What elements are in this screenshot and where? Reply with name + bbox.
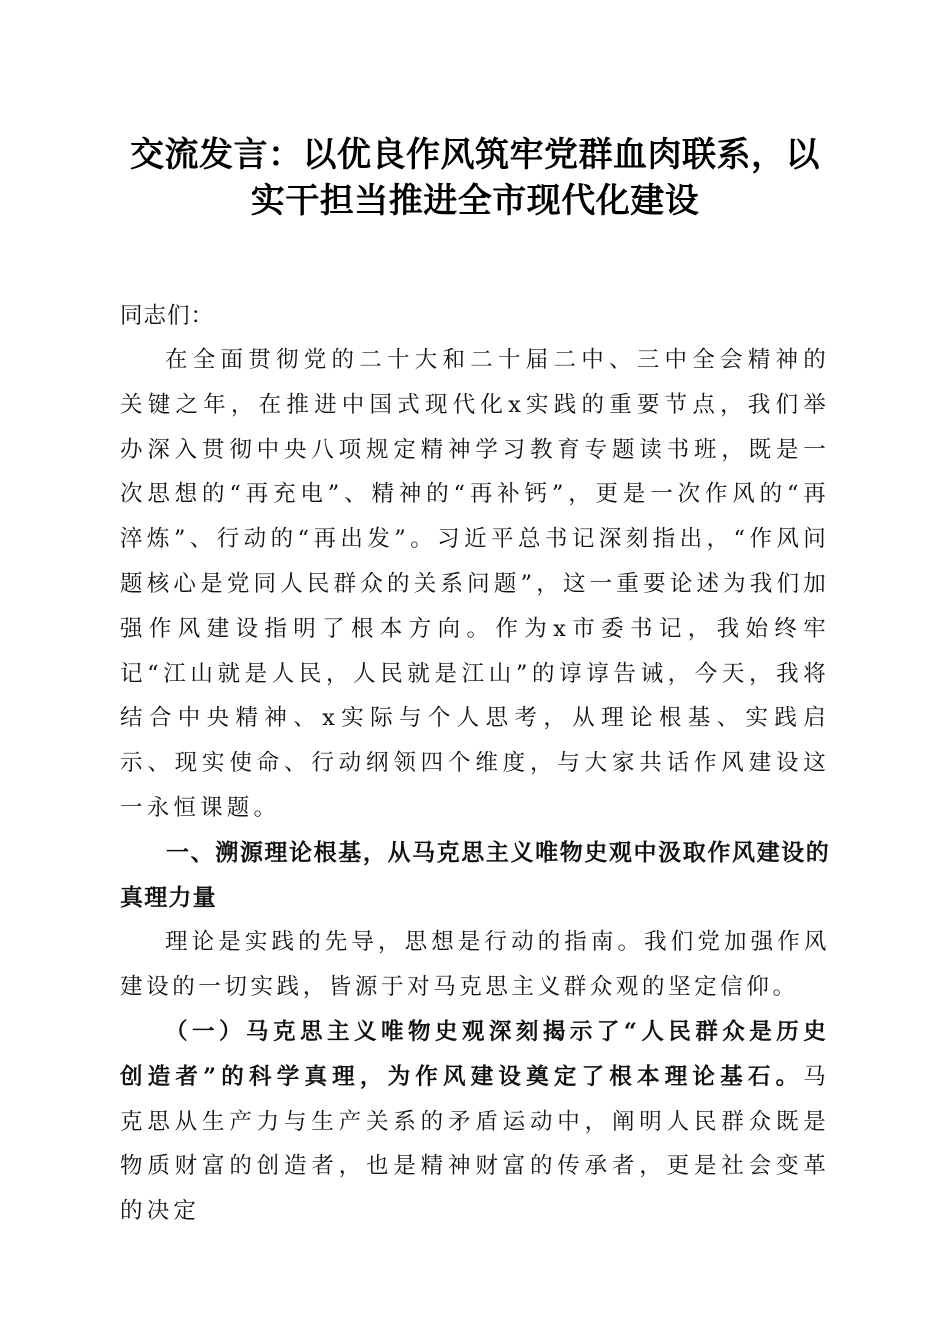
document-title xyxy=(120,132,830,224)
subsection-1-paragraph xyxy=(120,1010,830,1234)
intro-paragraph: 在全面贯彻党的二十大和二十届二中、三中全会精神的关键之年，在推进中国式现代化x实践的重要节点，我们举办深入贯彻中央八项规定精神学习教育专题读书班，既是一次思想的“再充电”、精神的“再补钙”，更是一次作风的“再淬炼”、行动的“再出发”。习近平总书记深刻指出，“作风问题核心是党同人民群众的关系问题”，这一重要论述为我们加强作风建设指明了根本方向。作为x市委书记，我始终牢记“江山就是人民，人民就是江山”的谆谆告诫，今天，我将结合中央精神、x实际与个人思考，从理论根基、实践启示、现实使命、行动纲领四个维度，与大家共话作风建设这一永恒课题。 xyxy=(120,347,830,821)
subsection-1-text: 马克思从生产力与生产关系的矛盾运动中，阐明人民群众既是物质财富的创造者，也是精神财富的传承者，更是社会变革的决定 xyxy=(120,1063,830,1225)
section-1-paragraph: 理论是实践的先导，思想是行动的指南。我们党加强作风建设的一切实践，皆源于对马克思主义群众观的坚定信仰。 xyxy=(120,929,830,1001)
title-line-1: 交流发言：以优良作风筑牢党群血肉联系，以 xyxy=(130,135,820,175)
section-1-heading: 一、溯源理论根基，从马克思主义唯物史观中汲取作风建设的真理力量 xyxy=(120,839,830,911)
greeting: 同志们： xyxy=(120,303,215,329)
title-line-2: 实干担当推进全市现代化建设 xyxy=(250,181,700,221)
subsection-1-lead: （一）马克思主义唯物史观深刻揭示了“人民群众是历史创造者”的科学真理，为作风建设奠定了根本理论基石。 xyxy=(120,1018,830,1090)
document-page xyxy=(120,132,830,1234)
